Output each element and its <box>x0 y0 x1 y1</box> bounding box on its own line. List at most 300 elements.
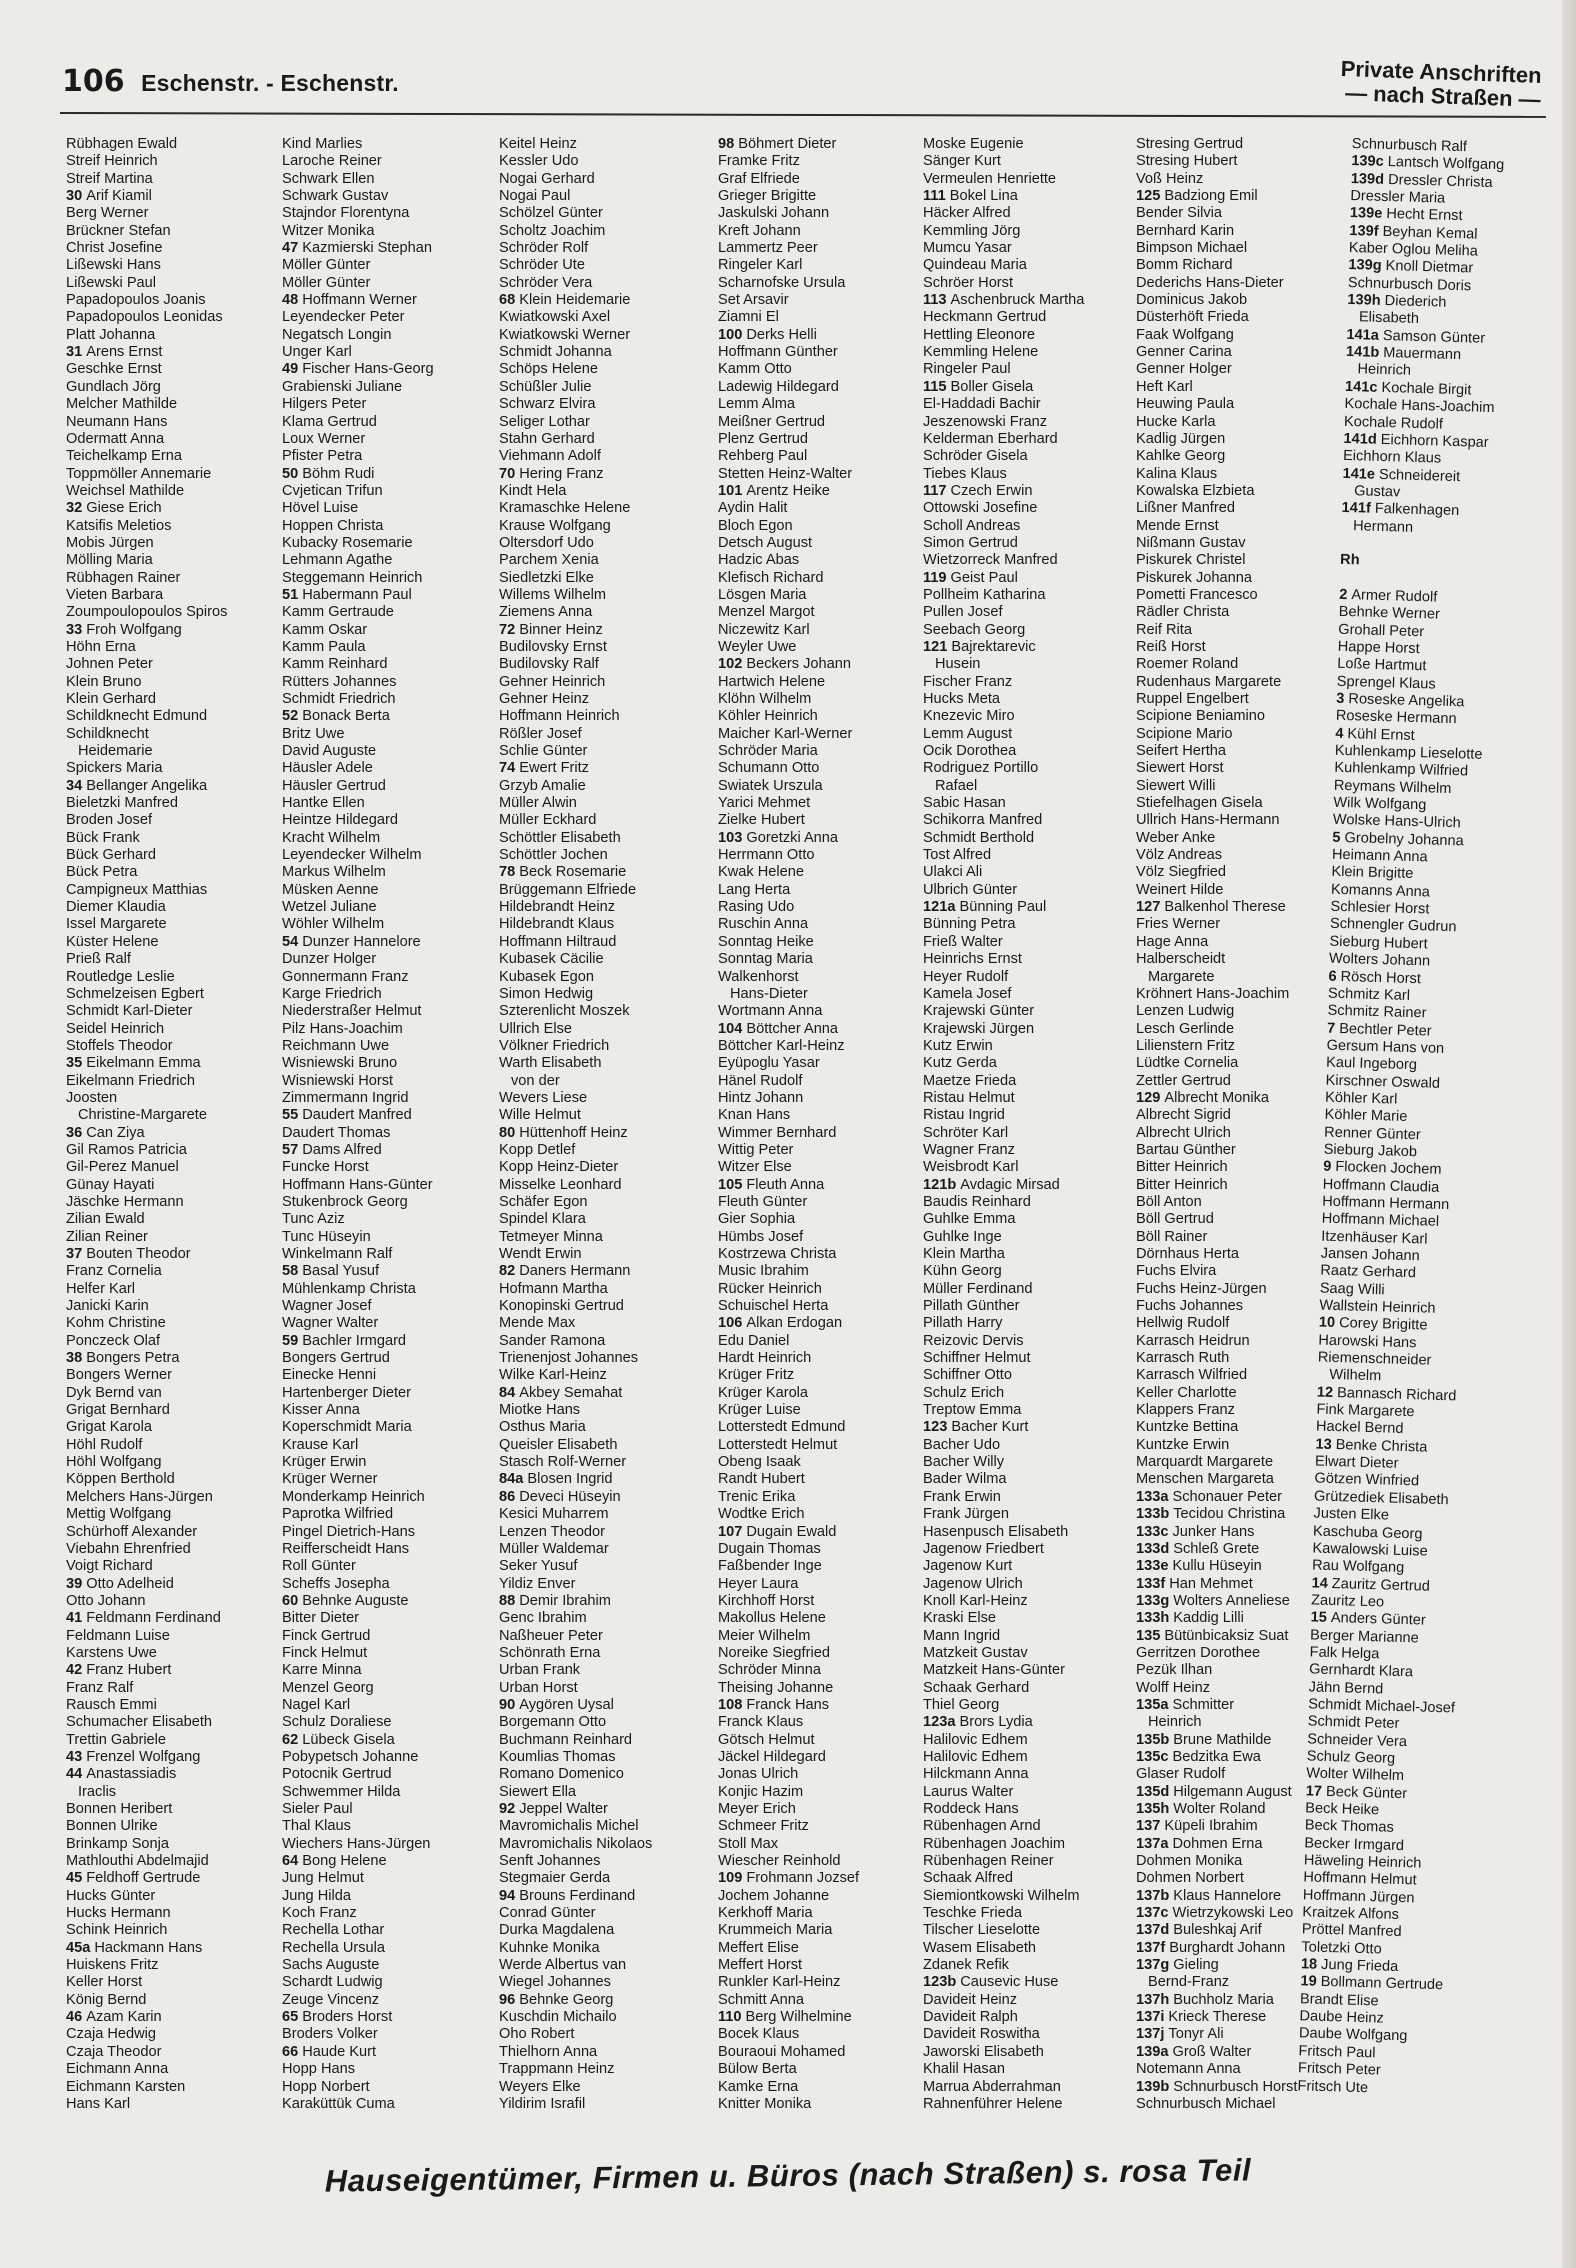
directory-entry <box>66 1419 276 1436</box>
directory-entry <box>66 2009 276 2026</box>
directory-entry <box>718 1281 928 1298</box>
house-number: 18 <box>1300 1956 1318 1973</box>
resident-name: Bomm Richard <box>1136 257 1233 274</box>
house-number: 68 <box>499 292 516 309</box>
resident-name: Schöttler Elisabeth <box>499 829 621 846</box>
directory-entry <box>718 1298 928 1315</box>
resident-name: Simon Gertrud <box>923 534 1018 551</box>
house-number: 4 <box>1335 725 1344 742</box>
directory-entry <box>282 1888 492 1905</box>
resident-name: Wagner Franz <box>923 1141 1015 1158</box>
resident-name: Teichelkamp Erna <box>66 448 182 465</box>
resident-name: Bitter Heinrich <box>1136 1159 1228 1176</box>
resident-name: Eichmann Karsten <box>66 2078 186 2095</box>
resident-name: Lemm Alma <box>718 396 796 413</box>
directory-entry <box>499 1558 709 1575</box>
directory-entry <box>499 257 709 274</box>
resident-name: Armer Rudolf <box>1351 587 1438 606</box>
resident-name: Kamm Gertraude <box>282 604 394 621</box>
resident-name: Brandt Elise <box>1299 1991 1379 2010</box>
resident-name: Hilgemann August <box>1173 1783 1292 1800</box>
directory-entry <box>923 466 1133 483</box>
resident-name: Spindel Klara <box>499 1211 586 1228</box>
directory-entry <box>1136 969 1346 986</box>
directory-entry <box>923 1628 1133 1645</box>
resident-name: Krummeich Maria <box>718 1922 833 1939</box>
resident-name: Dressler Christa <box>1387 171 1493 191</box>
directory-entry <box>1136 830 1346 847</box>
house-number: 82 <box>499 1263 516 1280</box>
resident-name: Stresing Hubert <box>1136 153 1238 170</box>
resident-name: Maetze Frieda <box>923 1072 1017 1089</box>
directory-entry <box>66 1402 276 1419</box>
resident-name: Schnurbusch Horst <box>1173 2078 1298 2095</box>
directory-entry <box>1136 760 1346 777</box>
directory-entry <box>923 1350 1133 1367</box>
directory-entry <box>499 1940 709 1957</box>
resident-name: Nogai Paul <box>499 188 571 205</box>
resident-name: Schröder Minna <box>718 1662 822 1679</box>
directory-entry <box>282 2009 492 2026</box>
directory-entry <box>923 1142 1133 1159</box>
house-number: 103 <box>718 829 743 846</box>
resident-name: Viehmann Adolf <box>499 448 601 465</box>
resident-name: Ziamni El <box>718 309 779 326</box>
resident-name: Schöps Helene <box>499 361 598 378</box>
house-number: 133b <box>1136 1506 1170 1523</box>
directory-entry <box>499 379 709 396</box>
resident-name: Krüger Luise <box>718 1402 801 1419</box>
resident-name: Rausch Emmi <box>66 1696 157 1713</box>
resident-name: Dominicus Jakob <box>1136 292 1248 309</box>
directory-entry <box>923 1211 1133 1228</box>
directory-entry <box>1136 604 1346 621</box>
directory-entry <box>923 691 1133 708</box>
resident-name: Lantsch Wolfgang <box>1387 154 1505 174</box>
resident-name: Heinrich <box>1357 361 1412 380</box>
resident-name: Huiskens Fritz <box>66 1957 159 1974</box>
directory-entry <box>718 1333 928 1350</box>
resident-name: Heinrich <box>1148 1714 1202 1731</box>
resident-name: Weyler Uwe <box>718 638 797 655</box>
resident-name: Schmeer Fritz <box>718 1818 809 1835</box>
directory-entry <box>499 309 709 326</box>
resident-name: Marquardt Margarete <box>1136 1454 1274 1471</box>
directory-entry <box>499 1385 709 1402</box>
directory-entry <box>66 1732 276 1749</box>
directory-entry <box>718 1645 928 1662</box>
directory-entry <box>282 379 492 396</box>
house-number: 6 <box>1328 968 1337 985</box>
directory-entry <box>499 934 709 951</box>
directory-entry <box>718 795 928 812</box>
resident-name: Pillath Harry <box>923 1315 1003 1332</box>
directory-entry <box>1136 518 1346 535</box>
directory-entry <box>282 292 492 309</box>
directory-entry <box>923 1454 1133 1471</box>
resident-name: Pilz Hans-Joachim <box>282 1020 403 1037</box>
directory-entry <box>923 969 1133 986</box>
resident-name: Kamm Otto <box>718 361 792 378</box>
resident-name: Grabienski Juliane <box>282 378 403 395</box>
resident-name: Runkler Karl-Heinz <box>718 1974 841 1991</box>
resident-name: Geschke Ernst <box>66 361 162 378</box>
resident-name: Stiefelhagen Gisela <box>1136 795 1263 812</box>
directory-entry <box>718 466 928 483</box>
resident-name: Seifert Hertha <box>1136 743 1227 760</box>
resident-name: Schleß Grete <box>1173 1540 1260 1557</box>
directory-entry <box>923 1836 1133 1853</box>
directory-entry <box>282 136 492 153</box>
directory-entry <box>66 344 276 361</box>
directory-entry <box>282 205 492 222</box>
resident-name: Nißmann Gustav <box>1136 534 1246 551</box>
house-number: 139f <box>1349 222 1379 240</box>
resident-name: Ottowski Josefine <box>923 500 1038 517</box>
directory-entry <box>499 1992 709 2009</box>
directory-entry <box>499 1263 709 1280</box>
directory-entry <box>282 951 492 968</box>
resident-name: Albrecht Monika <box>1164 1089 1269 1106</box>
directory-entry <box>718 1662 928 1679</box>
resident-name: Willems Wilhelm <box>499 586 607 603</box>
directory-entry <box>282 309 492 326</box>
resident-name: Bajrektarevic <box>951 638 1036 655</box>
resident-name: Buleshkaj Arif <box>1173 1922 1262 1939</box>
directory-entry <box>282 587 492 604</box>
resident-name: Schmidt Michael-Josef <box>1307 1696 1456 1717</box>
resident-name: Borgemann Otto <box>499 1714 607 1731</box>
resident-name: Halilovic Edhem <box>923 1748 1028 1765</box>
resident-name: Zeuge Vincenz <box>282 1991 380 2008</box>
resident-name: Piskurek Christel <box>1136 552 1246 569</box>
resident-name: Kirchhoff Horst <box>718 1592 815 1609</box>
resident-name: Lesch Gerlinde <box>1136 1020 1235 1037</box>
resident-name: Eyüpoglu Yasar <box>718 1055 820 1072</box>
resident-name: Hucks Hermann <box>66 1905 171 1922</box>
directory-entry <box>718 847 928 864</box>
resident-name: Fritsch Peter <box>1297 2060 1381 2079</box>
directory-entry <box>282 1003 492 1020</box>
directory-entry <box>66 1697 276 1714</box>
directory-entry <box>66 1784 276 1801</box>
page-number: 106 <box>62 64 125 99</box>
house-number: 33 <box>66 621 83 638</box>
directory-entry <box>282 1558 492 1575</box>
resident-name: Bünning Petra <box>923 916 1016 933</box>
directory-entry <box>66 1021 276 1038</box>
resident-name: Voigt Richard <box>66 1558 153 1575</box>
directory-entry <box>499 1194 709 1211</box>
directory-entry <box>923 1957 1133 1974</box>
resident-name: Gerritzen Dorothee <box>1136 1644 1261 1661</box>
directory-entry <box>499 1298 709 1315</box>
directory-entry <box>282 1419 492 1436</box>
directory-entry <box>282 1159 492 1176</box>
directory-entry <box>66 656 276 673</box>
resident-name: Hoffmann Hans-Günter <box>282 1176 433 1193</box>
resident-name: Schwarz Elvira <box>499 396 596 413</box>
house-number: 32 <box>66 500 83 517</box>
resident-name: Marrua Abderrahman <box>923 2078 1061 2095</box>
resident-name: Corey Brigitte <box>1338 1315 1428 1334</box>
resident-name: Witzer Monika <box>282 222 375 239</box>
resident-name: Franck Hans <box>746 1696 830 1713</box>
directory-entry <box>923 1732 1133 1749</box>
directory-entry <box>718 2061 928 2078</box>
resident-name: Niczewitz Karl <box>718 621 810 638</box>
house-number: 133h <box>1136 1610 1170 1627</box>
directory-entry <box>923 986 1133 1003</box>
directory-entry <box>66 1003 276 1020</box>
resident-name: Karaküttük Cuma <box>282 2095 395 2112</box>
resident-name: Grieger Brigitte <box>718 188 817 205</box>
resident-name: Diemer Klaudia <box>66 899 166 916</box>
resident-name: Mühlenkamp Christa <box>282 1280 416 1297</box>
resident-name: Hopp Norbert <box>282 2078 370 2095</box>
directory-entry <box>66 1367 276 1384</box>
resident-name: Katsifis Meletios <box>66 517 172 534</box>
resident-name: Krajewski Jürgen <box>923 1020 1035 1037</box>
directory-entry <box>923 1506 1133 1523</box>
resident-name: Bouten Theodor <box>86 1246 191 1262</box>
resident-name: Völz Siegfried <box>1136 864 1227 881</box>
resident-name: Wetzel Juliane <box>282 899 377 916</box>
directory-entry <box>282 812 492 829</box>
house-number: 19 <box>1300 1973 1317 1991</box>
resident-name: Kawalowski Luise <box>1312 1540 1428 1560</box>
directory-entry <box>282 1506 492 1523</box>
resident-name: Bokel Lina <box>949 188 1018 205</box>
resident-name: Brüggemann Elfriede <box>499 881 637 898</box>
resident-name: Frieß Walter <box>923 933 1003 950</box>
house-number: 36 <box>66 1124 83 1141</box>
directory-entry <box>499 1628 709 1645</box>
resident-name: Schwark Ellen <box>282 170 375 187</box>
resident-name: Hoffmann Jürgen <box>1302 1887 1415 1907</box>
resident-name: Jäschke Hermann <box>66 1193 184 1210</box>
resident-name: Davideit Ralph <box>923 2009 1018 2026</box>
directory-entry <box>1136 240 1346 257</box>
directory-entry <box>499 327 709 344</box>
house-number: 125 <box>1136 188 1161 205</box>
directory-entry <box>923 1437 1133 1454</box>
directory-entry <box>499 1125 709 1142</box>
resident-name: Hopp Hans <box>282 2061 356 2078</box>
resident-name: Lammertz Peer <box>718 240 818 257</box>
resident-name: Schmitz Karl <box>1327 985 1411 1004</box>
resident-name: Wagner Walter <box>282 1315 379 1332</box>
resident-name: Glaser Rudolf <box>1136 1766 1226 1783</box>
house-number: 51 <box>282 586 299 603</box>
resident-name: Wilhelm <box>1329 1367 1382 1385</box>
directory-entry <box>923 448 1133 465</box>
directory-entry <box>499 570 709 587</box>
resident-name: Rau Wolfgang <box>1311 1557 1405 1577</box>
resident-name: Beck Thomas <box>1304 1817 1394 1837</box>
directory-entry <box>923 864 1133 881</box>
directory-entry <box>499 587 709 604</box>
directory-entry <box>499 1367 709 1384</box>
directory-entry <box>718 969 928 986</box>
resident-name: Han Mehmet <box>1169 1575 1253 1592</box>
resident-name: Notemann Anna <box>1136 2061 1241 2078</box>
resident-name: Sander Ramona <box>499 1332 606 1349</box>
resident-name: Buchmann Reinhard <box>499 1731 633 1748</box>
resident-name: Weber Anke <box>1136 829 1216 846</box>
resident-name: Kind Marlies <box>282 136 363 152</box>
resident-name: Albrecht Ulrich <box>1136 1124 1231 1141</box>
directory-entry <box>923 500 1133 517</box>
resident-name: Funcke Horst <box>282 1159 369 1176</box>
directory-entry <box>1136 153 1346 170</box>
resident-name: Schröder Maria <box>718 743 818 760</box>
directory-entry <box>718 257 928 274</box>
directory-entry <box>718 414 928 431</box>
directory-entry <box>923 1784 1133 1801</box>
resident-name: Trienenjost Johannes <box>499 1350 638 1367</box>
resident-name: Kreft Johann <box>718 222 801 239</box>
resident-name: Kamela Josef <box>923 985 1012 1002</box>
directory-entry <box>499 1853 709 1870</box>
directory-entry <box>923 1298 1133 1315</box>
directory-entry <box>282 1402 492 1419</box>
directory-entry <box>718 1766 928 1783</box>
house-number: 123a <box>923 1714 956 1731</box>
resident-name: Pollheim Katharina <box>923 586 1046 603</box>
resident-name: Framke Fritz <box>718 153 800 170</box>
resident-name: Lenzen Ludwig <box>1136 1003 1235 1020</box>
resident-name: Viebahn Ehrenfried <box>66 1540 191 1557</box>
resident-name: Schäfer Egon <box>499 1193 588 1210</box>
resident-name: Wasem Elisabeth <box>923 1939 1037 1956</box>
resident-name: Kessler Udo <box>499 153 579 170</box>
resident-name: Reifferscheidt Hans <box>282 1540 410 1557</box>
house-number: 94 <box>499 1887 516 1904</box>
directory-entry <box>1136 743 1346 760</box>
resident-name: Kamm Reinhard <box>282 656 388 673</box>
directory-entry <box>499 153 709 170</box>
directory-entry <box>66 1194 276 1211</box>
house-number: 35 <box>66 1055 83 1072</box>
resident-name: Schulz Erich <box>923 1384 1005 1401</box>
directory-entry <box>66 2079 276 2096</box>
resident-name: Jonas Ulrich <box>718 1766 799 1783</box>
resident-name: Gehner Heinz <box>499 691 590 707</box>
directory-entry <box>66 916 276 933</box>
house-number: 137j <box>1136 2026 1165 2043</box>
directory-entry <box>282 1194 492 1211</box>
resident-name: Kamm Paula <box>282 638 366 655</box>
directory-entry <box>923 1038 1133 1055</box>
resident-name: Mettig Wolfgang <box>66 1506 172 1523</box>
directory-entry <box>718 448 928 465</box>
house-number: 135d <box>1136 1783 1170 1800</box>
resident-name: Kuhlenkamp Lieselotte <box>1334 742 1483 763</box>
resident-name: Feldmann Luise <box>66 1627 170 1644</box>
resident-name: Beckers Johann <box>746 656 852 673</box>
house-number: 60 <box>282 1592 299 1609</box>
house-number: 84 <box>499 1384 516 1401</box>
directory-entry <box>718 275 928 292</box>
resident-name: Schonauer Peter <box>1172 1488 1282 1505</box>
directory-entry <box>923 934 1133 951</box>
directory-entry <box>66 1541 276 1558</box>
directory-entry <box>499 1576 709 1593</box>
directory-entry <box>66 205 276 222</box>
directory-entry <box>499 1350 709 1367</box>
resident-name: Wietrzykowski Leo <box>1172 1905 1294 1922</box>
resident-name: Faßbender Inge <box>718 1558 822 1575</box>
resident-name: Hans Karl <box>66 2095 131 2112</box>
page-header <box>62 64 399 99</box>
resident-name: Müsken Aenne <box>282 881 379 898</box>
resident-name: El-Haddadi Bachir <box>923 396 1041 413</box>
directory-entry <box>499 1177 709 1194</box>
resident-name: Fleuth Günter <box>718 1193 808 1210</box>
resident-name: Roemer Roland <box>1136 656 1239 673</box>
directory-entry <box>282 708 492 725</box>
resident-name: Kubacky Rosemarie <box>282 534 413 551</box>
directory-entry <box>66 1298 276 1315</box>
resident-name: Wiegel Johannes <box>499 1974 611 1991</box>
directory-entry <box>923 327 1133 344</box>
resident-name: Pfister Petra <box>282 448 363 465</box>
directory-entry <box>1136 674 1346 691</box>
directory-entry <box>718 552 928 569</box>
house-number: 141f <box>1341 500 1372 517</box>
directory-entry <box>718 1246 928 1263</box>
resident-name: Hoffmann Helmut <box>1303 1869 1417 1889</box>
directory-entry <box>282 1801 492 1818</box>
directory-entry <box>1136 535 1346 552</box>
resident-name: Klefisch Richard <box>718 569 824 586</box>
resident-name: Wisniewski Horst <box>282 1072 394 1089</box>
resident-name: Sonntag Heike <box>718 933 814 950</box>
directory-entry <box>66 934 276 951</box>
resident-name: Kemmling Jörg <box>923 222 1021 239</box>
resident-name: Heinrichs Ernst <box>923 951 1022 968</box>
house-number: 70 <box>499 465 516 482</box>
directory-entry <box>66 466 276 483</box>
resident-name: Kubasek Cäcilie <box>499 951 604 968</box>
resident-name: Kemmling Helene <box>923 344 1039 361</box>
house-number: 55 <box>282 1107 299 1124</box>
directory-entry <box>282 691 492 708</box>
resident-name: Christ Josefine <box>66 240 163 257</box>
house-number: 135a <box>1136 1696 1169 1713</box>
resident-name: Fuchs Heinz-Jürgen <box>1136 1280 1267 1297</box>
resident-name: Götsch Helmut <box>718 1731 815 1748</box>
resident-name: Toletzki Otto <box>1301 1939 1382 1958</box>
resident-name: Klappers Franz <box>1136 1402 1235 1419</box>
directory-entry <box>66 1836 276 1853</box>
resident-name: Buchholz Maria <box>1173 1991 1274 2008</box>
resident-name: Unger Karl <box>282 344 352 361</box>
resident-name: Joosten <box>66 1089 118 1106</box>
directory-entry <box>718 1610 928 1627</box>
resident-name: Rübenhagen Reiner <box>923 1853 1054 1870</box>
directory-entry <box>718 171 928 188</box>
resident-name: Karge Friedrich <box>282 985 382 1002</box>
directory-entry <box>1136 882 1346 899</box>
resident-name: Durka Magdalena <box>499 1922 615 1939</box>
resident-name: Müller Waldemar <box>499 1540 609 1557</box>
directory-entry <box>66 309 276 326</box>
directory-entry <box>923 1125 1133 1142</box>
resident-name: Fink Margarete <box>1316 1401 1415 1421</box>
resident-name: Schwark Gustav <box>282 188 389 205</box>
